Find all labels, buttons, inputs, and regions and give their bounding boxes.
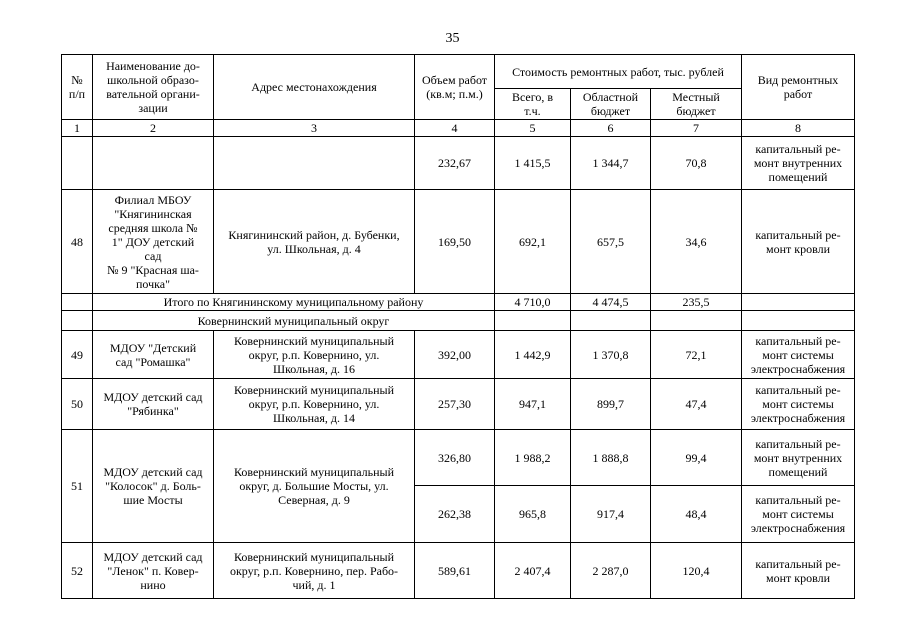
cost-local: 99,4 <box>651 430 742 486</box>
volume: 262,38 <box>415 486 495 543</box>
volume: 169,50 <box>415 190 495 294</box>
col-number: 8 <box>742 120 855 137</box>
section-row <box>62 311 855 331</box>
col-number: 5 <box>495 120 571 137</box>
address: Ковернинский муниципальный округ, р.п. Ковернино, ул. Школьная, д. 14 <box>214 379 415 430</box>
cost-local: 120,4 <box>651 543 742 599</box>
header-num: № п/п <box>62 55 93 120</box>
cost-regional: 1 344,7 <box>571 137 651 190</box>
section-cell <box>495 311 571 331</box>
repair-type: капитальный ре- монт кровли <box>742 190 855 294</box>
col-number: 7 <box>651 120 742 137</box>
section-cell <box>742 311 855 331</box>
cost-total: 947,1 <box>495 379 571 430</box>
section-label: Ковернинский муниципальный округ <box>93 311 495 331</box>
table-row <box>62 379 855 430</box>
header-total: Всего, в т.ч. <box>495 89 571 120</box>
cost-regional: 2 287,0 <box>571 543 651 599</box>
cost-total: 1 415,5 <box>495 137 571 190</box>
row-num: 48 <box>62 190 93 294</box>
header-cost-group: Стоимость ремонтных работ, тыс. рублей <box>495 55 742 89</box>
subtotal-local: 235,5 <box>651 294 742 311</box>
table-row <box>62 331 855 379</box>
subtotal-type <box>742 294 855 311</box>
header-regional: Областной бюджет <box>571 89 651 120</box>
repair-type: капитальный ре- монт системы электроснабжения <box>742 331 855 379</box>
cost-local: 72,1 <box>651 331 742 379</box>
cost-local: 48,4 <box>651 486 742 543</box>
section-cell <box>651 311 742 331</box>
row-num <box>62 137 93 190</box>
header-name: Наименование до- школьной образо- вательной органи- зации <box>93 55 214 120</box>
page-number: 35 <box>445 31 460 46</box>
table-row <box>62 190 855 294</box>
col-number: 6 <box>571 120 651 137</box>
cost-regional: 1 370,8 <box>571 331 651 379</box>
header-address: Адрес местонахождения <box>214 55 415 120</box>
col-number: 1 <box>62 120 93 137</box>
volume: 589,61 <box>415 543 495 599</box>
subtotal-label: Итого по Княгининскому муниципальному району <box>93 294 495 311</box>
cost-total: 965,8 <box>495 486 571 543</box>
volume: 326,80 <box>415 430 495 486</box>
row-num: 49 <box>62 331 93 379</box>
cost-local: 47,4 <box>651 379 742 430</box>
org-name: Филиал МБОУ "Княгининская средняя школа № 1" ДОУ детский сад № 9 "Красная ша- почка" <box>93 190 214 294</box>
address: Ковернинский муниципальный округ, р.п. Ковернино, пер. Рабо- чий, д. 1 <box>214 543 415 599</box>
section-cell <box>571 311 651 331</box>
org-name <box>93 137 214 190</box>
col-number: 3 <box>214 120 415 137</box>
table-header-row <box>62 55 855 89</box>
cost-total: 1 988,2 <box>495 430 571 486</box>
cost-total: 692,1 <box>495 190 571 294</box>
cost-total: 1 442,9 <box>495 331 571 379</box>
repair-works-table <box>61 54 855 599</box>
subtotal-regional: 4 474,5 <box>571 294 651 311</box>
volume: 392,00 <box>415 331 495 379</box>
header-local: Местный бюджет <box>651 89 742 120</box>
col-number: 4 <box>415 120 495 137</box>
address: Ковернинский муниципальный округ, д. Большие Мосты, ул. Северная, д. 9 <box>214 430 415 543</box>
column-number-row <box>62 120 855 137</box>
row-num: 51 <box>62 430 93 543</box>
address: Ковернинский муниципальный округ, р.п. Ковернино, ул. Школьная, д. 16 <box>214 331 415 379</box>
col-number: 2 <box>93 120 214 137</box>
table-row <box>62 137 855 190</box>
org-name: МДОУ детский сад "Рябинка" <box>93 379 214 430</box>
cost-regional: 899,7 <box>571 379 651 430</box>
row-num: 52 <box>62 543 93 599</box>
cost-local: 34,6 <box>651 190 742 294</box>
cost-local: 70,8 <box>651 137 742 190</box>
subtotal-total: 4 710,0 <box>495 294 571 311</box>
org-name: МДОУ "Детский сад "Ромашка" <box>93 331 214 379</box>
volume: 257,30 <box>415 379 495 430</box>
repair-type: капитальный ре- монт внутренних помещений <box>742 430 855 486</box>
address: Княгининский район, д. Бубенки, ул. Школьная, д. 4 <box>214 190 415 294</box>
table-row <box>62 543 855 599</box>
repair-type: капитальный ре- монт системы электроснабжения <box>742 379 855 430</box>
cost-total: 2 407,4 <box>495 543 571 599</box>
repair-type: капитальный ре- монт внутренних помещений <box>742 137 855 190</box>
section-num <box>62 311 93 331</box>
row-num: 50 <box>62 379 93 430</box>
org-name: МДОУ детский сад "Колосок" д. Боль- шие Мосты <box>93 430 214 543</box>
cost-regional: 917,4 <box>571 486 651 543</box>
table-row <box>62 430 855 486</box>
org-name: МДОУ детский сад "Ленок" п. Ковер- нино <box>93 543 214 599</box>
header-type: Вид ремонтных работ <box>742 55 855 120</box>
subtotal-num <box>62 294 93 311</box>
header-volume: Объем работ (кв.м; п.м.) <box>415 55 495 120</box>
cost-regional: 1 888,8 <box>571 430 651 486</box>
volume: 232,67 <box>415 137 495 190</box>
cost-regional: 657,5 <box>571 190 651 294</box>
repair-type: капитальный ре- монт кровли <box>742 543 855 599</box>
subtotal-row <box>62 294 855 311</box>
address <box>214 137 415 190</box>
repair-type: капитальный ре- монт системы электроснабжения <box>742 486 855 543</box>
